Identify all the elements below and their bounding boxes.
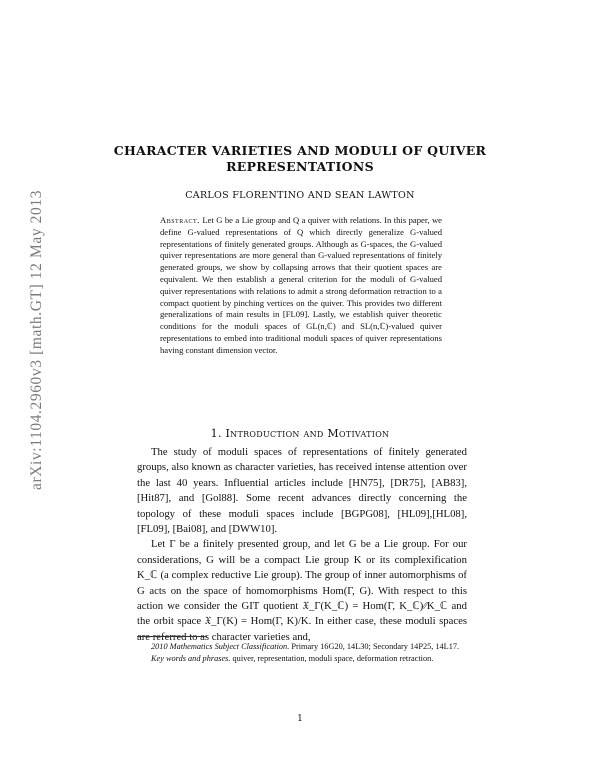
body-paragraph-2: Let Γ be a finitely presented group, and let G be a Lie group. For our considerations, G will be a compact Lie group K or its complexification K_ℂ (a complex reductive Lie group). The group of inner automorphisms of G acts on the space of homomorphisms Hom(Γ, G). With respect to this action we consider the GIT quotient 𝔛_Γ(K_ℂ) = Hom(Γ, K_ℂ)∕∕K_ℂ and the orbit space 𝔛_Γ(K) = Hom(Γ, K)/K. In either case, these moduli spaces are referred to as character varieties and, [137,538,467,643]
footnote-msc [137,641,467,653]
footnote-keywords-label: Key words and phrases. [151,653,231,663]
section-heading: 1. Introduction and Motivation [210,427,390,440]
arxiv-identifier-stamp: arXiv:1104.2960v3 [math.GT] 12 May 2013 [28,189,45,490]
abstract-block [160,215,442,357]
paper-title-line-1: CHARACTER VARIETIES AND MODULI OF QUIVER [113,143,487,158]
paper-title [110,143,490,175]
paper-title-line-2: REPRESENTATIONS [226,159,374,174]
page-number: 1 [297,714,303,724]
paper-authors: CARLOS FLORENTINO AND SEAN LAWTON [185,190,415,201]
abstract-heading: Abstract. [160,215,200,225]
footnote-keywords-text: quiver, representation, moduli space, deformation retraction. [232,653,434,663]
body-text [137,445,467,645]
footnote-msc-label: 2010 Mathematics Subject Classification. [151,642,290,651]
body-paragraph-1: The study of moduli spaces of representations of finitely generated groups, also known as character varieties, has received intense attention over the last 40 years. Influential articles include [HN75], [DR75], [AB83], [Hit87], and [Gol88]. Some recent advances directly concerning the topology of these moduli spaces include [BGPG08], [HL09],[HL08], [FL09], [Bai08], and [DWW10]. [137,446,467,536]
abstract-text: Let G be a Lie group and Q a quiver with relations. In this paper, we define G-valued representations of Q which directly generalize G-valued representations of finitely generated groups. Although as G-spaces, the G-valued quiver representations are more general than G-valued representations of finitely generated groups, we show by collapsing arrows that their quotient spaces are equivalent. We then establish a general criterion for the moduli of G-valued quiver representations with relations to admit a strong deformation retraction to a compact quotient by pinching vertices on the quiver. This provides two different generalizations of main results in [FL09]. Lastly, we establish quiver theoretic conditions for the moduli spaces of GL(n,ℂ) and SL(n,ℂ)-valued quiver representations to embed into traditional moduli spaces of quiver representations having constant dimension vector. [160,215,442,355]
footnotes [137,641,467,664]
footnote-rule [137,636,207,637]
footnote-msc-text: Primary 16G20, 14L30; Secondary 14P25, 14L17. [291,642,460,651]
footnote-keywords [137,653,467,665]
